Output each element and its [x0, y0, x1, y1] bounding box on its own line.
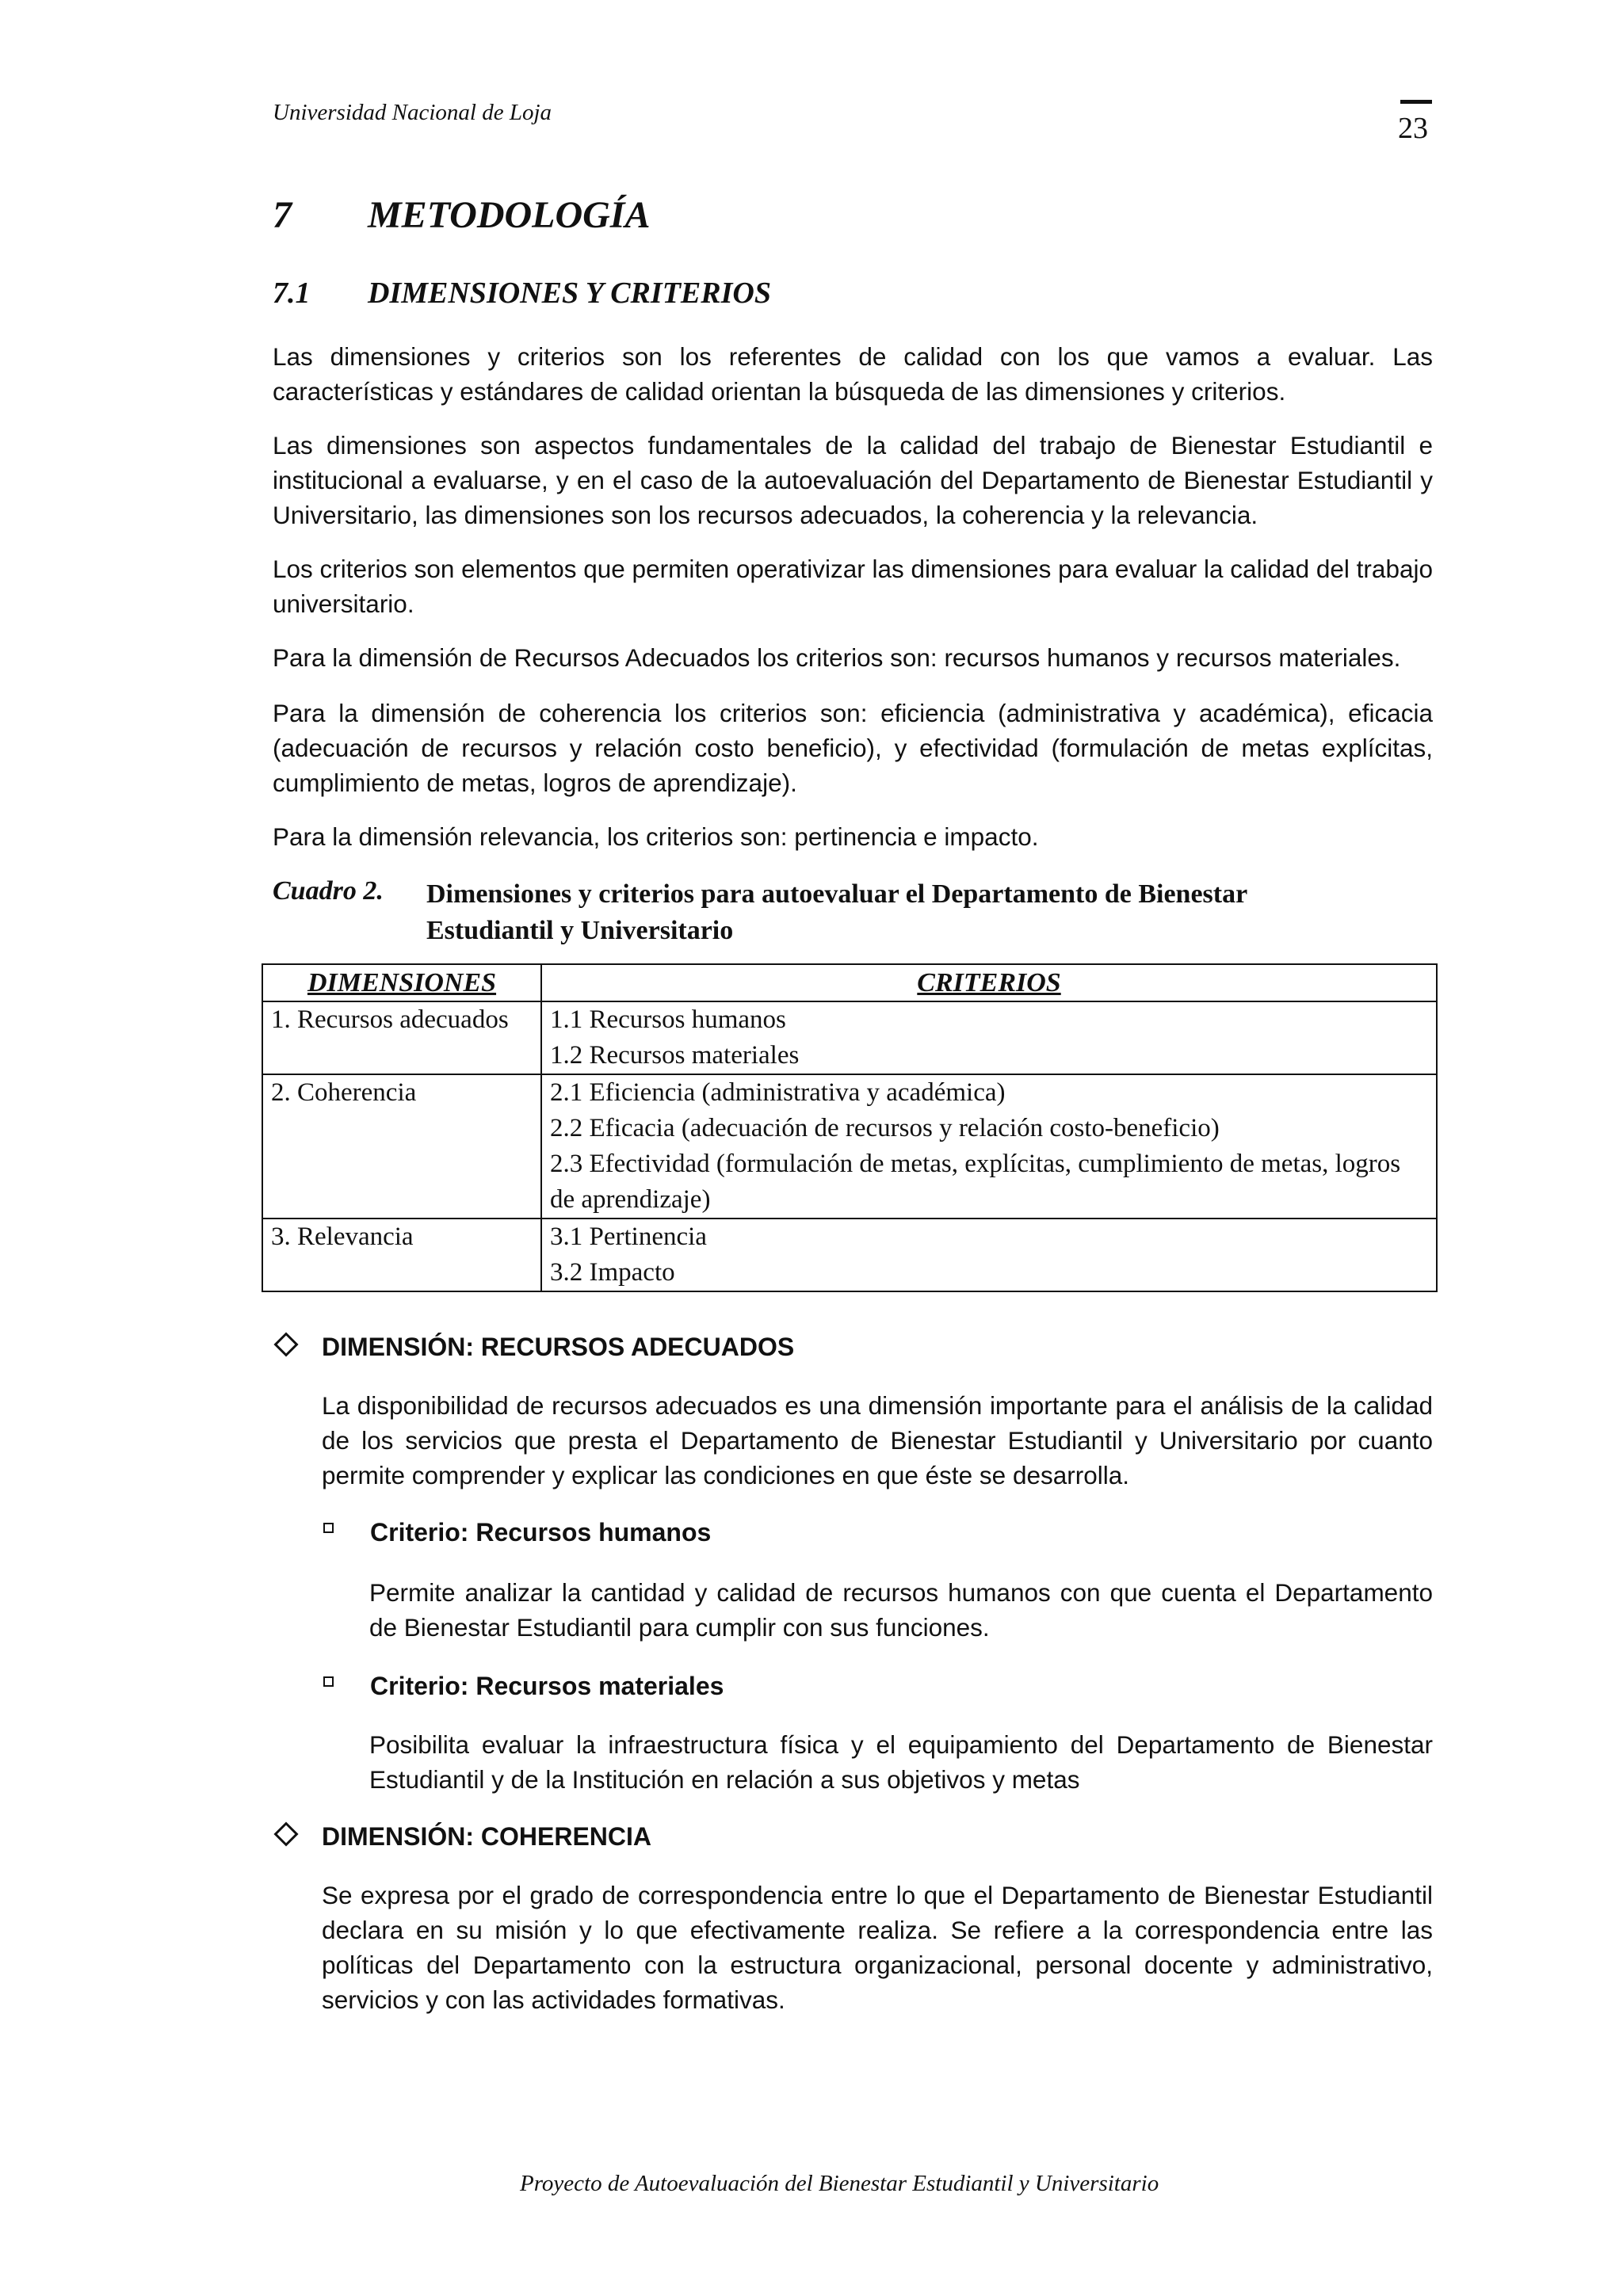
subsection-number: 7.1 — [273, 277, 311, 310]
square-bullet-icon — [323, 1523, 334, 1533]
paragraph: Para la dimensión de coherencia los criterios son: eficiencia (administrativa y académica), eficacia (adecuación de recursos y relación costo beneficio), y efectividad (formulación de metas explícitas, cumplimiento de metas, logros de aprendizaje). — [273, 699, 1433, 797]
criteria-cell — [541, 1001, 1437, 1074]
dimension-title: DIMENSIÓN: COHERENCIA — [322, 1822, 652, 1851]
running-footer: Proyecto de Autoevaluación del Bienestar Estudiantil y Universitario — [520, 2171, 1159, 2196]
paragraph: Las dimensiones son aspectos fundamentales de la calidad del trabajo de Bienestar Estudiantil e institucional a evaluarse, y en el caso de la autoevaluación del Departamento de Bienestar Estudiantil y Universitario, las dimensiones son los recursos adecuados, la coherencia y la relevancia. — [273, 431, 1433, 529]
diamond-bullet-icon — [273, 1821, 298, 1846]
criteria-cell — [541, 1219, 1437, 1291]
table-row — [262, 1001, 1437, 1074]
subsection-title: DIMENSIONES Y CRITERIOS — [368, 277, 771, 310]
dimension-cell: 2. Coherencia — [262, 1074, 541, 1219]
criterion-title: Criterio: Recursos materiales — [370, 1672, 724, 1700]
criterion-item: 3.2 Impacto — [550, 1258, 675, 1287]
page-number: 23 — [1398, 112, 1428, 145]
diamond-bullet-icon — [273, 1332, 298, 1356]
dimension-title: DIMENSIÓN: RECURSOS ADECUADOS — [322, 1333, 795, 1361]
criterion-title: Criterio: Recursos humanos — [370, 1518, 712, 1547]
dimension-cell: 3. Relevancia — [262, 1219, 541, 1291]
paragraph: Permite analizar la cantidad y calidad de recursos humanos con que cuenta el Departamento de Bienestar Estudiantil para cumplir con sus funciones. — [369, 1578, 1433, 1642]
square-bullet-icon — [323, 1676, 334, 1687]
criteria-cell — [541, 1074, 1437, 1219]
criterion-heading — [323, 1672, 724, 1701]
paragraph: Los criterios son elementos que permiten operativizar las dimensiones para evaluar la calidad del trabajo universitario. — [273, 555, 1433, 618]
criterion-item: 1.1 Recursos humanos — [550, 1005, 786, 1034]
criterion-item: 3.1 Pertinencia — [550, 1222, 707, 1251]
table-header-row — [262, 964, 1437, 1001]
section-title: METODOLOGÍA — [368, 194, 651, 236]
section-heading — [273, 193, 650, 237]
section-number: 7 — [273, 194, 292, 236]
paragraph: La disponibilidad de recursos adecuados es una dimensión importante para el análisis de la calidad de los servicios que presta el Departamento de Bienestar Estudiantil y Universitario por cuanto permite comprender y explicar las condiciones en que éste se desarrolla. — [322, 1391, 1433, 1489]
paragraph: Se expresa por el grado de correspondencia entre lo que el Departamento de Bienestar Estudiantil declara en su misión y lo que efectivamente realiza. Se refiere a la correspondencia entre las políticas del Departamento con la estructura organizacional, personal docente y administrativo, servicios y con las actividades formativas. — [322, 1881, 1433, 2014]
header-criteria: CRITERIOS — [541, 964, 1437, 1001]
table-row — [262, 1074, 1437, 1219]
criterion-item: 2.2 Eficacia (adecuación de recursos y relación costo-beneficio) — [550, 1114, 1220, 1142]
page-number-rule — [1400, 100, 1432, 104]
dimension-heading — [273, 1822, 651, 1852]
header-dimensions: DIMENSIONES — [262, 964, 541, 1001]
criterion-item: 2.1 Eficiencia (administrativa y académica) — [550, 1078, 1006, 1107]
criterion-item: 1.2 Recursos materiales — [550, 1041, 800, 1070]
table-caption-text: Dimensiones y criterios para autoevaluar el Departamento de Bienestar Estudiantil y Universitario — [426, 879, 1247, 945]
subsection-heading — [273, 276, 771, 311]
running-header: Universidad Nacional de Loja — [273, 100, 552, 125]
paragraph: Posibilita evaluar la infraestructura física y el equipamiento del Departamento de Bienestar Estudiantil y de la Institución en relación a sus objetivos y metas — [369, 1730, 1433, 1794]
dimension-heading — [273, 1333, 794, 1362]
paragraph: Las dimensiones y criterios son los referentes de calidad con los que vamos a evaluar. Las características y estándares de calidad orientan la búsqueda de las dimensiones y criterios. — [273, 342, 1433, 406]
paragraph: Para la dimensión relevancia, los criterios son: pertinencia e impacto. — [273, 822, 1039, 851]
dimension-cell: 1. Recursos adecuados — [262, 1001, 541, 1074]
table-row — [262, 1219, 1437, 1291]
criteria-table — [262, 963, 1438, 1292]
table-caption-label: Cuadro 2. — [273, 876, 384, 906]
criterion-item: 2.3 Efectividad (formulación de metas, explícitas, cumplimiento de metas, logros de aprendizaje) — [550, 1150, 1401, 1214]
paragraph: Para la dimensión de Recursos Adecuados los criterios son: recursos humanos y recursos materiales. — [273, 643, 1401, 672]
criterion-heading — [323, 1518, 711, 1547]
